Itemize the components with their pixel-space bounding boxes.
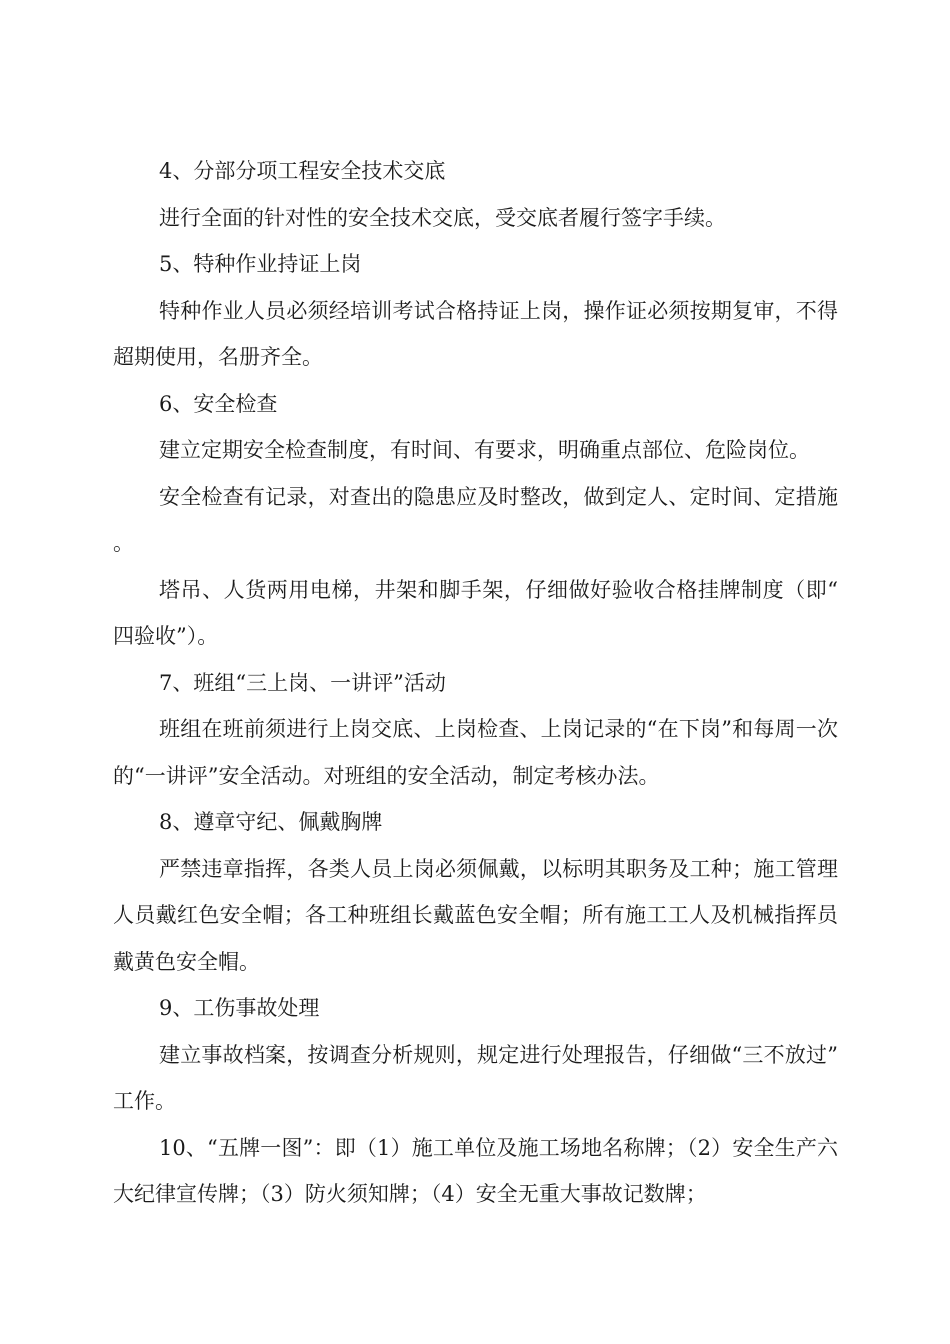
section-heading-4: 4、分部分项工程安全技术交底	[159, 159, 446, 183]
section-heading-6: 6、安全检查	[159, 391, 278, 416]
paragraph-special-operations: 特种作业人员必须经培训考试合格持证上岗，操作证必须按期复审，不得超期使用，名册齐全。	[113, 298, 838, 369]
paragraph-team-activities: 班组在班前须进行上岗交底、上岗检查、上岗记录的“在下岗”和每周一次的“一讲评”安全活动。对班组的安全活动，制定考核办法。	[113, 717, 838, 788]
paragraph-inspection-records: 安全检查有记录，对查出的隐患应及时整改，做到定人、定时间、定措施。	[113, 484, 838, 555]
section-heading-8: 8、遵章守纪、佩戴胸牌	[159, 810, 383, 834]
paragraph-helmet-rules: 严禁违章指挥，各类人员上岗必须佩戴，以标明其职务及工种；施工管理人员戴红色安全帽；各工种班组长戴蓝色安全帽；所有施工工人及机械指挥员戴黄色安全帽。	[113, 856, 838, 974]
section-heading-5: 5、特种作业持证上岗	[159, 252, 362, 276]
section-heading-7: 7、班组“三上岗、一讲评”活动	[159, 670, 446, 695]
document-body	[113, 148, 838, 1218]
paragraph-technical-briefing: 进行全面的针对性的安全技术交底，受交底者履行签字手续。	[159, 205, 726, 230]
paragraph-accident-handling: 建立事故档案，按调查分析规则，规定进行处理报告，仔细做“三不放过”工作。	[113, 1042, 838, 1113]
section-heading-9: 9、工伤事故处理	[159, 996, 320, 1020]
paragraph-equipment-acceptance: 塔吊、人货两用电梯，井架和脚手架，仔细做好验收合格挂牌制度（即“四验收”）。	[113, 577, 838, 648]
paragraph-five-signs-one-map: 10、“五牌一图”：即（1）施工单位及施工场地名称牌；（2）安全生产六大纪律宣传牌；（3）防火须知牌；（4）安全无重大事故记数牌；	[113, 1135, 838, 1206]
paragraph-inspection-system: 建立定期安全检查制度，有时间、有要求，明确重点部位、危险岗位。	[159, 438, 810, 462]
